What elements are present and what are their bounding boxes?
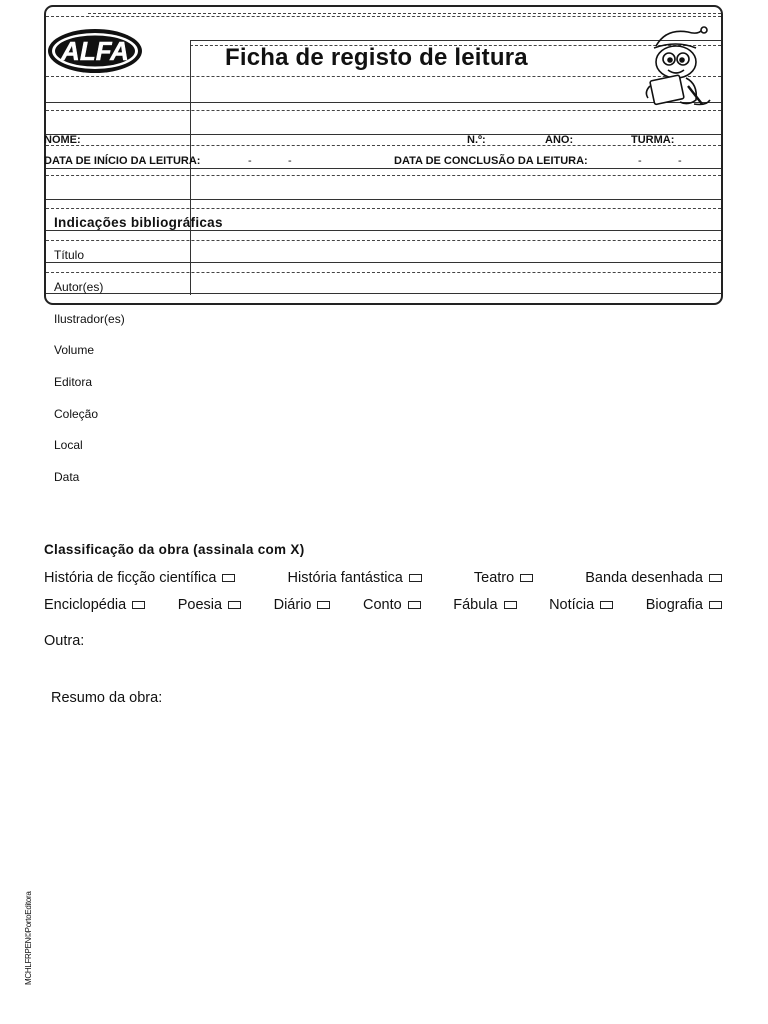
mascot-reader-icon [636,26,720,110]
checkbox[interactable] [132,601,145,609]
rule-line [46,76,721,77]
field-titulo: Título [54,248,85,262]
checkbox[interactable] [504,601,517,609]
ano-label: ANO: [545,134,574,146]
rule-line [46,168,721,169]
date-separator: - [638,155,642,167]
rule-line [46,16,721,17]
checkbox[interactable] [409,574,422,582]
rule-line [88,13,721,14]
rule-line [46,262,721,263]
outra-label: Outra: [44,633,85,649]
classificacao-title: Classificação da obra (assinala com X) [44,542,305,557]
option-noticia[interactable]: Notícia [549,597,613,613]
checkbox[interactable] [600,601,613,609]
data-inicio-label: DATA DE INÍCIO DA LEITURA: [44,155,201,167]
field-data: Data [54,470,80,484]
rule-line [46,199,721,200]
option-teatro[interactable]: Teatro [474,570,533,586]
option-enciclopedia[interactable]: Enciclopédia [44,597,145,613]
option-poesia[interactable]: Poesia [178,597,241,613]
bibliografia-heading: Indicações bibliográficas [54,215,223,230]
nome-label: NOME: [44,134,81,146]
option-fabula[interactable]: Fábula [453,597,516,613]
option-biografia[interactable]: Biografia [646,597,722,613]
checkbox[interactable] [222,574,235,582]
field-local: Local [54,438,83,452]
classificacao-row-2 [44,597,722,613]
field-editora: Editora [54,375,93,389]
alfa-logo [46,27,144,75]
date-separator: - [288,155,292,167]
option-historia-fantastica[interactable]: História fantástica [288,570,422,586]
option-banda-desenhada[interactable]: Banda desenhada [585,570,722,586]
rule-line [46,145,721,146]
rule-line [46,110,721,111]
classificacao-row-1 [44,570,722,586]
checkbox[interactable] [520,574,533,582]
copyright-vertical-text: MCHLFRPEN©PortoEditora [24,891,33,985]
rule-line [46,102,721,103]
checkbox[interactable] [408,601,421,609]
option-diario[interactable]: Diário [274,597,331,613]
checkbox[interactable] [709,601,722,609]
checkbox[interactable] [228,601,241,609]
rule-line [46,208,721,209]
logo-text: ALFA [61,36,129,66]
rule-line [46,293,721,294]
date-separator: - [248,155,252,167]
rule-line [46,272,721,273]
field-volume: Volume [54,343,95,357]
rule-line [46,134,721,135]
column-divider [190,40,191,295]
option-ficcao-cientifica[interactable]: História de ficção científica [44,570,235,586]
data-conclusao-label: DATA DE CONCLUSÃO DA LEITURA: [394,155,588,167]
rule-line [46,240,721,241]
rule-line [46,175,721,176]
checkbox[interactable] [317,601,330,609]
numero-label: N.º: [467,134,486,146]
option-conto[interactable]: Conto [363,597,421,613]
field-ilustradores: Ilustrador(es) [54,312,125,326]
page-title: Ficha de registo de leitura [225,44,528,71]
rule-line [46,230,721,231]
field-autores: Autor(es) [54,280,104,294]
turma-label: TURMA: [631,134,675,146]
resumo-label: Resumo da obra: [51,690,163,706]
date-separator: - [678,155,682,167]
checkbox[interactable] [709,574,722,582]
field-colecao: Coleção [54,407,99,421]
